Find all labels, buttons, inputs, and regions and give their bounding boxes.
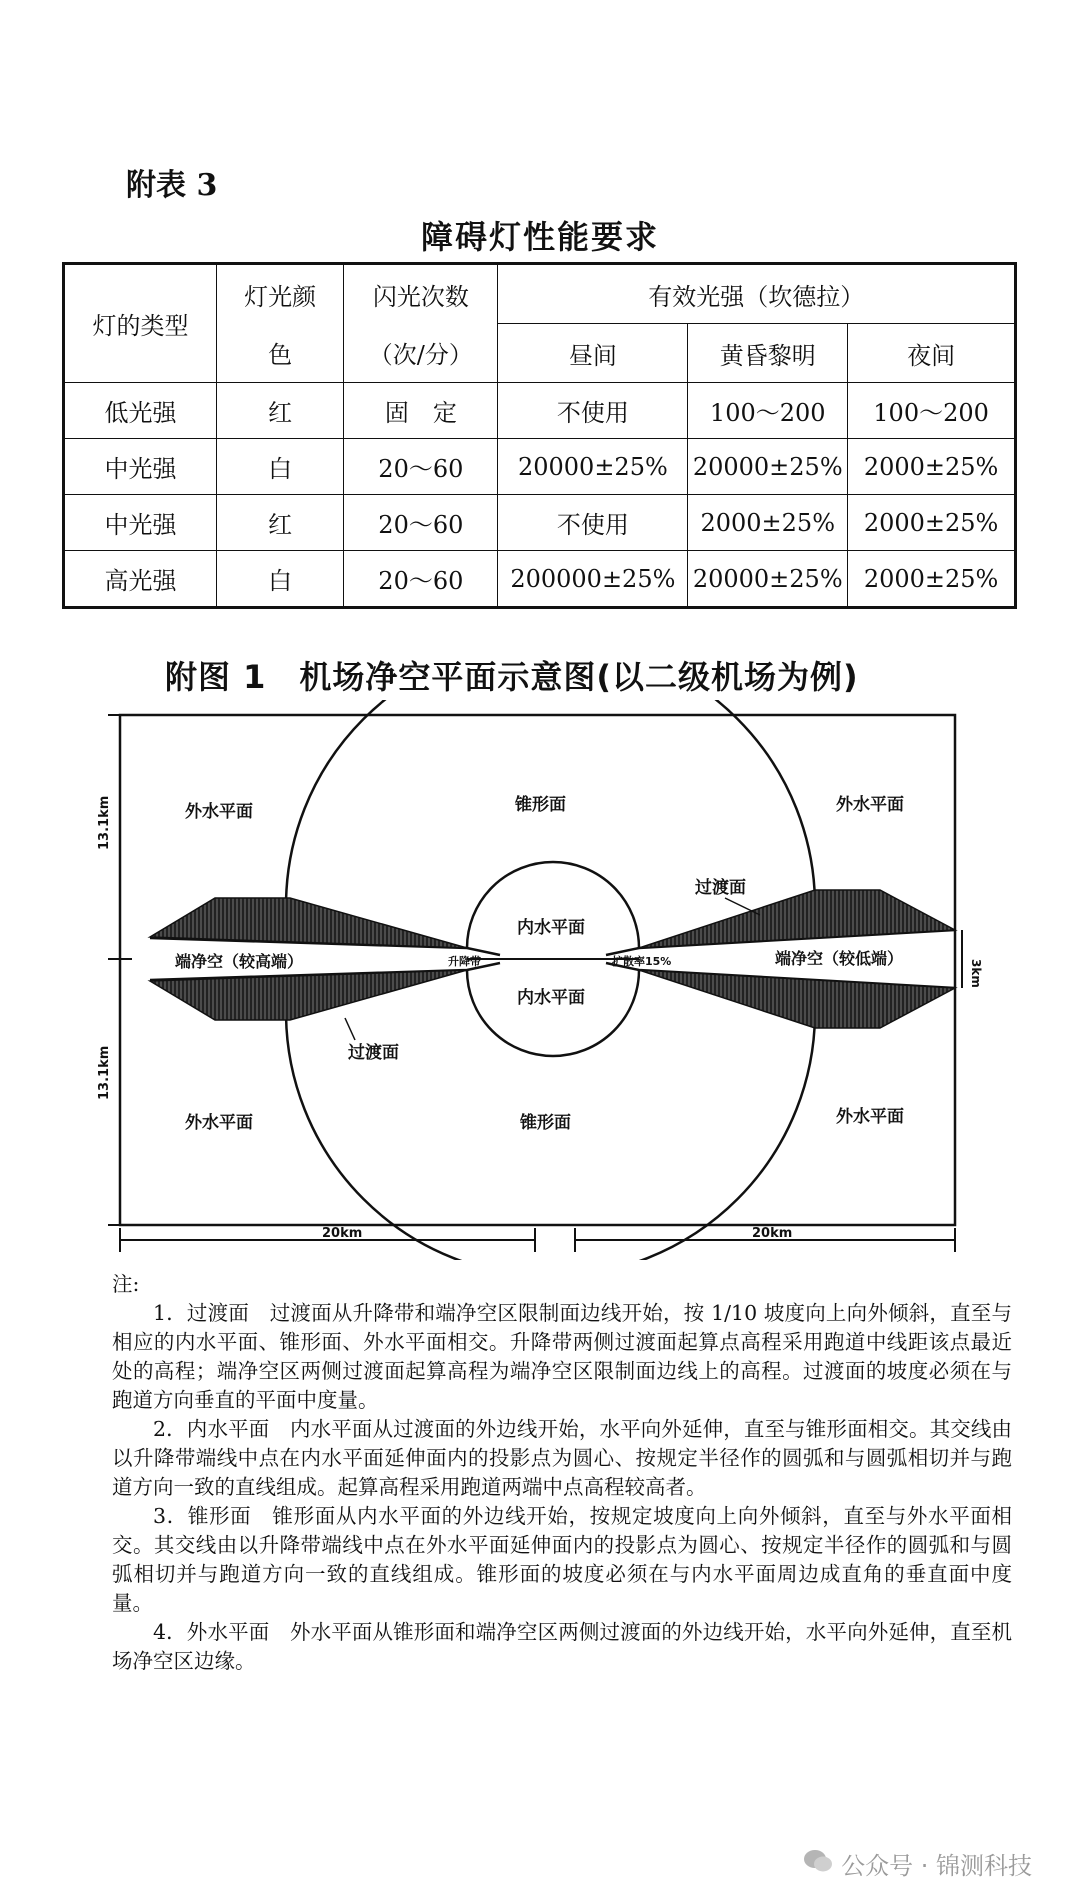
header-twilight: 黄昏黎明 — [688, 324, 848, 383]
label-approach-high: 端净空（较高端） — [175, 952, 304, 971]
cell-flash: 固 定 — [344, 383, 498, 439]
cell-color: 白 — [217, 439, 344, 495]
table-title: 障碍灯性能要求 — [420, 218, 659, 256]
watermark — [803, 1846, 1032, 1881]
label-conical: 锥形面 — [520, 1113, 571, 1133]
label-inner-horizontal: 内水平面 — [517, 918, 585, 938]
label-outer-horizontal: 外水平面 — [836, 1107, 904, 1127]
label-outer-horizontal: 外水平面 — [836, 795, 904, 815]
cell-day: 200000±25% — [498, 551, 688, 608]
label-transition: 过渡面 — [348, 1043, 399, 1063]
figure-title: 附图 1 机场净空平面示意图(以二级机场为例) — [165, 658, 859, 696]
note-item: 1．过渡面 过渡面从升降带和端净空区限制面边线开始，按 1/10 坡度向上向外倾斜，直至与相应的内水平面、锥形面、外水平面相交。升降带两侧过渡面起算点高程采用跑道中线距该点最近处的高程；端净空区两侧过渡面起算高程为端净空区限制面边线上的高程。过渡面的坡度必须在与跑道方向垂直的平面中度量。 — [112, 1301, 1012, 1412]
cell-type: 中光强 — [64, 439, 217, 495]
cell-type: 中光强 — [64, 495, 217, 551]
transition-surface — [639, 890, 955, 948]
label-approach-low: 端净空（较低端） — [775, 949, 904, 968]
label-dim-20km: 20km — [322, 1226, 363, 1241]
header-intensity: 有效光强（坎德拉） — [498, 264, 1016, 324]
cell-twilight: 2000±25% — [688, 495, 848, 551]
table-row — [64, 495, 1016, 551]
label-dim-13km: 13.1km — [97, 1045, 112, 1100]
cell-type: 高光强 — [64, 551, 217, 608]
label-conical: 锥形面 — [515, 795, 566, 815]
cell-day: 20000±25% — [498, 439, 688, 495]
note-item: 2．内水平面 内水平面从过渡面的外边线开始，水平向外延伸，直至与锥形面相交。其交线由以升降带端线中点在内水平面延伸面内的投影点为圆心、按规定半径作的圆弧和与圆弧相切并与跑道方向一致的直线组成。起算高程采用跑道两端中点高程较高者。 — [112, 1417, 1012, 1499]
cell-night: 2000±25% — [848, 551, 1016, 608]
notes-heading: 注: — [112, 1272, 140, 1296]
cell-flash: 20～60 — [344, 439, 498, 495]
notes — [112, 1270, 1012, 1676]
header-flash: 闪光次数 — [344, 264, 498, 324]
cell-type: 低光强 — [64, 383, 217, 439]
label-dim-13km: 13.1km — [97, 795, 112, 850]
header-color: 灯光颜 — [217, 264, 344, 324]
label-transition: 过渡面 — [695, 878, 746, 898]
header-color-2: 色 — [217, 324, 344, 383]
table-row — [64, 383, 1016, 439]
cell-flash: 20～60 — [344, 495, 498, 551]
cell-twilight: 20000±25% — [688, 551, 848, 608]
cell-day: 不使用 — [498, 383, 688, 439]
label-runway-strip: 升降带 — [448, 955, 481, 968]
note-item: 3．锥形面 锥形面从内水平面的外边线开始，按规定坡度向上向外倾斜，直至与外水平面相交。其交线由以升降带端线中点在外水平面延伸面内的投影点为圆心、按规定半径作的圆弧和与圆弧相切并与跑道方向一致的直线组成。锥形面的坡度必须在与内水平面周边成直角的垂直面中度量。 — [112, 1504, 1012, 1615]
cell-flash: 20～60 — [344, 551, 498, 608]
transition-surface — [639, 970, 955, 1028]
cell-night: 100～200 — [848, 383, 1016, 439]
cell-color: 红 — [217, 495, 344, 551]
cell-day: 不使用 — [498, 495, 688, 551]
cell-color: 红 — [217, 383, 344, 439]
header-day: 昼间 — [498, 324, 688, 383]
cell-twilight: 20000±25% — [688, 439, 848, 495]
watermark-text: 公众号 · 锦测科技 — [841, 1852, 1032, 1880]
cell-twilight: 100～200 — [688, 383, 848, 439]
label-dim-3km: 3km — [969, 959, 983, 988]
label-outer-horizontal: 外水平面 — [185, 802, 253, 822]
wechat-icon — [803, 1849, 833, 1879]
appendix-label: 附表 3 — [126, 168, 218, 203]
label-outer-horizontal: 外水平面 — [185, 1113, 253, 1133]
cell-night: 2000±25% — [848, 495, 1016, 551]
cell-color: 白 — [217, 551, 344, 608]
label-dim-20km: 20km — [752, 1226, 793, 1241]
label-inner-horizontal: 内水平面 — [517, 988, 585, 1008]
table-row — [64, 551, 1016, 608]
obstacle-light-table — [62, 262, 1017, 609]
airport-clearance-diagram — [0, 700, 1080, 1260]
cell-night: 2000±25% — [848, 439, 1016, 495]
note-item: 4．外水平面 外水平面从锥形面和端净空区两侧过渡面的外边线开始，水平向外延伸，直至机场净空区边缘。 — [112, 1620, 1012, 1673]
label-divergence: 扩散率15% — [612, 955, 672, 968]
header-flash-2: （次/分） — [344, 324, 498, 383]
table-row — [64, 439, 1016, 495]
header-type: 灯的类型 — [64, 264, 217, 383]
header-night: 夜间 — [848, 324, 1016, 383]
